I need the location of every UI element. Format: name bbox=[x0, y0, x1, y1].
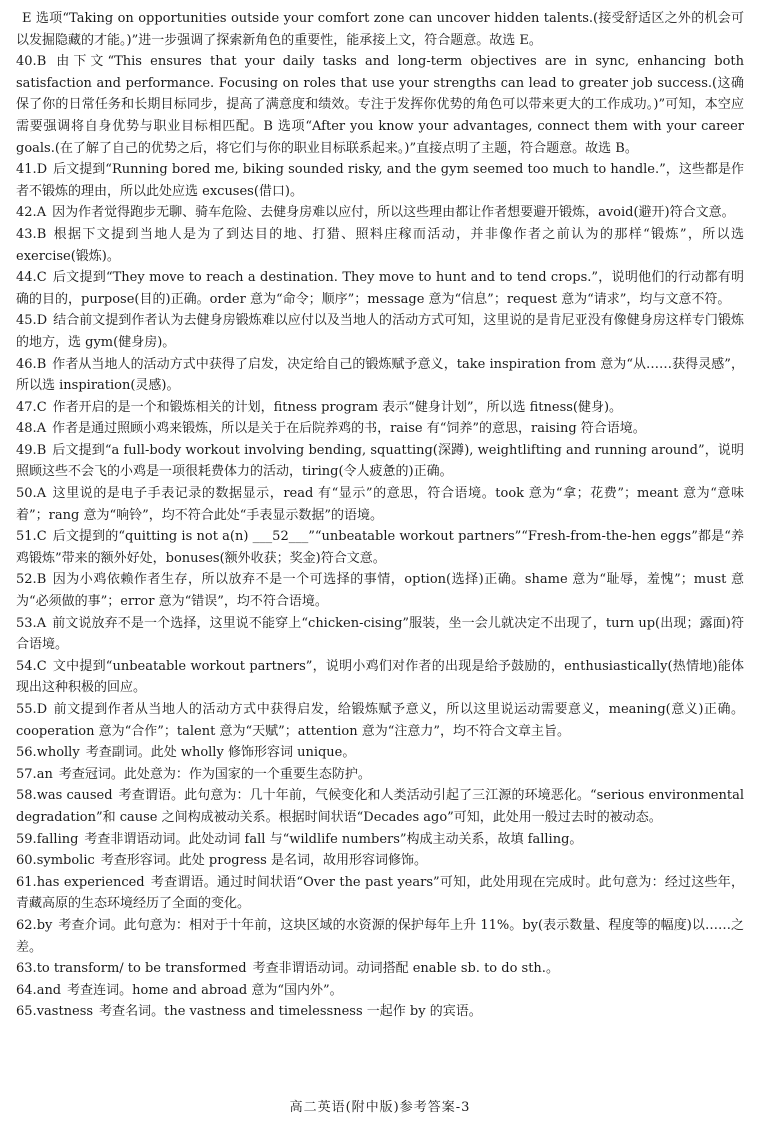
answer-key: C bbox=[36, 529, 47, 545]
answer-item bbox=[16, 872, 744, 915]
answer-explanation: 考查形容词。此处 progress 是名词，故用形容词修饰。 bbox=[100, 853, 427, 869]
question-number: 47. bbox=[16, 399, 37, 415]
answer-key: D bbox=[36, 162, 48, 178]
answer-key: an bbox=[36, 766, 53, 782]
answer-explanation: 作者从当地人的活动方式中获得了启发，决定给自己的锻炼赋予意义，take inspiration from 意为“从……获得灵感”，所以选 inspiration(灵感)。 bbox=[16, 356, 744, 394]
answer-explanation: 作者是通过照顾小鸡来锻炼，所以是关于在后院养鸡的书，raise 有“饲养”的意思，raising 符合语境。 bbox=[52, 421, 646, 437]
answer-explanation: E 选项“Taking on opportunities outside your comfort zone can uncover hidden talents.(接受舒适区之外的机会可以发掘隐藏的才能。)”进一步强调了探索新角色的重要性，能承接上文，符合题意。故选 E。 bbox=[16, 11, 744, 48]
answer-item bbox=[16, 958, 744, 980]
answer-key: B bbox=[36, 572, 47, 588]
answer-key: C bbox=[36, 658, 47, 674]
page-footer: 高二英语(附中版)参考答案-3 bbox=[289, 1100, 471, 1115]
answer-explanation: 考查非谓语动词。动词搭配 enable sb. to do sth.。 bbox=[252, 961, 559, 977]
question-number: 60. bbox=[16, 853, 37, 869]
question-number: 44. bbox=[16, 270, 37, 286]
answer-item bbox=[16, 980, 744, 1002]
answer-key: A bbox=[36, 486, 47, 502]
answer-item bbox=[16, 1001, 744, 1023]
answer-explanation: 因为作者觉得跑步无聊、骑车危险、去健身房难以应付，所以这些理由都让作者想要避开锻炼，avoid(避开)符合文意。 bbox=[52, 205, 735, 221]
answer-explanation: 考查名词。the vastness and timelessness 一起作 by 的宾语。 bbox=[99, 1004, 482, 1020]
question-number: 56. bbox=[16, 745, 37, 761]
answer-item bbox=[16, 310, 744, 353]
answer-item bbox=[16, 613, 744, 656]
answer-item bbox=[16, 397, 744, 419]
question-number: 46. bbox=[16, 356, 37, 372]
answer-key: vastness bbox=[36, 1004, 94, 1020]
answer-explanation: 考查谓语。通过时间状语“Over the past years”可知，此处用现在完成时。此句意为：经过这些年，青藏高原的生态环境经历了全面的变化。 bbox=[16, 874, 745, 912]
answer-key: B bbox=[36, 356, 47, 372]
answer-explanation: 由下文“This ensures that your daily tasks and long-term objectives are in sync, enhancing both satisfaction and performance. Focusing on roles that use your strengths can lead to greater job success.(这确保了你的日常任务和长期目标同步，提高了满意度和绩效。专注于发挥你优势的角色可以带来更大的工作成功。)”可知，本空应需要强调将自身优势与职业目标相匹配。B 选项“After you know your advantages, connect them with your career goals.(在了解了自己的优势之后，将它们与你的职业目标联系起来。)”直接点明了主题，符合题意。故选 B。 bbox=[16, 54, 744, 156]
question-number: 61. bbox=[16, 874, 37, 890]
answer-item bbox=[16, 483, 744, 526]
answer-item bbox=[16, 785, 744, 828]
answer-explanation: 考查副词。此处 wholly 修饰形容词 unique。 bbox=[85, 745, 356, 761]
question-number: 53. bbox=[16, 615, 37, 631]
answer-item bbox=[16, 764, 744, 786]
answer-explanation: 结合前文提到作者认为去健身房锻炼难以应付以及当地人的活动方式可知，这里说的是肯尼亚没有像健身房这样专门锻炼的地方，选 gym(健身房)。 bbox=[16, 313, 744, 350]
answer-key: D bbox=[36, 313, 48, 329]
answer-explanation: 考查介词。此句意为：相对于十年前，这块区域的水资源的保护每年上升 11%。by(表示数量、程度等的幅度)以……之差。 bbox=[16, 917, 744, 955]
question-number: 58. bbox=[16, 788, 37, 804]
answer-item bbox=[16, 159, 744, 202]
answer-explanation: 后文提到“a full-body workout involving bending, squatting(深蹲), weightlifting and running around”，说明照顾这些不会飞的小鸡是一项很耗费体力的活动，tiring(令人疲惫的)正确。 bbox=[16, 442, 744, 480]
answer-key: B bbox=[36, 442, 47, 458]
answer-key: falling bbox=[36, 831, 79, 847]
answer-explanation: 前文说放弃不是一个选择，这里说不能穿上“chicken-cising”服装，坐一会儿就决定不出现了，turn up(出现；露面)符合语境。 bbox=[16, 615, 744, 653]
answer-key: B bbox=[36, 54, 47, 70]
answer-key: to transform/ to be transformed bbox=[36, 961, 247, 977]
answer-key: B bbox=[36, 226, 47, 242]
answer-item bbox=[16, 267, 744, 310]
answer-item bbox=[16, 8, 744, 51]
answer-key: and bbox=[36, 982, 62, 998]
question-number: 50. bbox=[16, 486, 37, 502]
answer-item bbox=[16, 440, 744, 483]
answer-item bbox=[16, 202, 744, 224]
answer-item bbox=[16, 51, 744, 159]
answer-key: A bbox=[36, 615, 47, 631]
answer-key: C bbox=[36, 270, 47, 286]
question-number: 41. bbox=[16, 162, 37, 178]
question-number: 64. bbox=[16, 982, 37, 998]
answer-explanation: 前文提到作者从当地人的活动方式中获得启发，给锻炼赋予意义，所以这里说运动需要意义，meaning(意义)正确。cooperation 意为“合作”；talent 意为“天赋”；attention 意为“注意力”，均不符合文章主旨。 bbox=[16, 702, 744, 739]
question-number: 49. bbox=[16, 442, 37, 458]
answer-explanation: 后文提到“Running bored me, biking sounded risky, and the gym seemed too much to handle.”，这些都是作者不锻炼的理由，所以此处应选 excuses(借口)。 bbox=[16, 162, 744, 199]
answer-item bbox=[16, 418, 744, 440]
question-number: 55. bbox=[16, 702, 37, 717]
answer-item bbox=[16, 354, 744, 397]
question-number: 43. bbox=[16, 226, 37, 242]
answer-key: A bbox=[36, 205, 47, 221]
answer-key: has experienced bbox=[36, 874, 145, 890]
answer-explanation: 因为小鸡依赖作者生存，所以放弃不是一个可选择的事情，option(选择)正确。shame 意为“耻辱，羞愧”；must 意为“必须做的事”；error 意为“错误”，均不符合语境。 bbox=[16, 572, 744, 610]
question-number: 63. bbox=[16, 961, 37, 977]
answer-explanation: 这里说的是电子手表记录的数据显示，read 有“显示”的意思，符合语境。took 意为“拿；花费”；meant 意为“意味着”；rang 意为“响铃”，均不符合此处“手表显示数据”的语境。 bbox=[16, 486, 744, 523]
question-number: 45. bbox=[16, 313, 37, 329]
answer-key: wholly bbox=[36, 745, 80, 761]
question-number: 57. bbox=[16, 766, 37, 782]
answer-explanation: 考查非谓语动词。此处动词 fall 与“wildlife numbers”构成主动关系，故填 falling。 bbox=[84, 831, 583, 847]
question-number: 52. bbox=[16, 572, 37, 588]
answer-item bbox=[16, 526, 744, 569]
answer-explanation: 根据下文提到当地人是为了到达目的地、打猎、照料庄稼而活动，并非像作者之前认为的那样“锻炼”，所以选 exercise(锻炼)。 bbox=[16, 226, 744, 264]
answer-item bbox=[16, 742, 744, 764]
question-number: 51. bbox=[16, 529, 37, 545]
question-number: 59. bbox=[16, 831, 37, 847]
answer-explanation: 后文提到的“quitting is not a(n) ___52___”“unbeatable workout partners”“Fresh-from-the-hen eggs”都是“养鸡锻炼”带来的额外好处，bonuses(额外收获；奖金)符合文意。 bbox=[16, 529, 744, 566]
answer-key: symbolic bbox=[36, 853, 95, 869]
answer-explanation: 文中提到“unbeatable workout partners”，说明小鸡们对作者的出现是给予鼓励的，enthusiastically(热情地)能体现出这种积极的回应。 bbox=[16, 658, 744, 696]
answer-item bbox=[16, 656, 744, 699]
answer-explanation: 考查冠词。此处意为：作为国家的一个重要生态防护。 bbox=[58, 766, 371, 782]
question-number: 42. bbox=[16, 205, 37, 221]
answer-item bbox=[16, 699, 744, 742]
question-number: 54. bbox=[16, 658, 37, 674]
answer-item bbox=[16, 829, 744, 851]
answer-key: D bbox=[36, 702, 48, 717]
answer-key: C bbox=[36, 399, 47, 415]
question-number: 48. bbox=[16, 421, 37, 437]
answer-explanation: 考查谓语。此句意为：几十年前，气候变化和人类活动引起了三江源的环境恶化。“serious environmental degradation”和 cause 之间构成被动关系。根据时间状语“Decades ago”可知，此处用一般过去时的被动态。 bbox=[16, 788, 744, 825]
question-number: 40. bbox=[16, 54, 37, 70]
answer-explanation: 考查连词。home and abroad 意为“国内外”。 bbox=[67, 982, 343, 998]
answer-key: A bbox=[36, 421, 47, 437]
question-number: 65. bbox=[16, 1004, 37, 1020]
answer-key: was caused bbox=[36, 788, 113, 804]
answer-list bbox=[16, 8, 744, 1023]
answer-explanation: 后文提到“They move to reach a destination. They move to hunt and to tend crops.”，说明他们的行动都有明确的目的，purpose(目的)正确。order 意为“命令；顺序”；message 意为“信息”；request 意为“请求”，均与文意不符。 bbox=[16, 270, 744, 307]
answer-item bbox=[16, 569, 744, 612]
answer-key: by bbox=[36, 917, 53, 933]
answer-item bbox=[16, 224, 744, 267]
question-number: 62. bbox=[16, 917, 37, 933]
answer-item bbox=[16, 850, 744, 872]
answer-explanation: 作者开启的是一个和锻炼相关的计划，fitness program 表示“健身计划”，所以选 fitness(健身)。 bbox=[52, 399, 623, 415]
answer-item bbox=[16, 915, 744, 958]
